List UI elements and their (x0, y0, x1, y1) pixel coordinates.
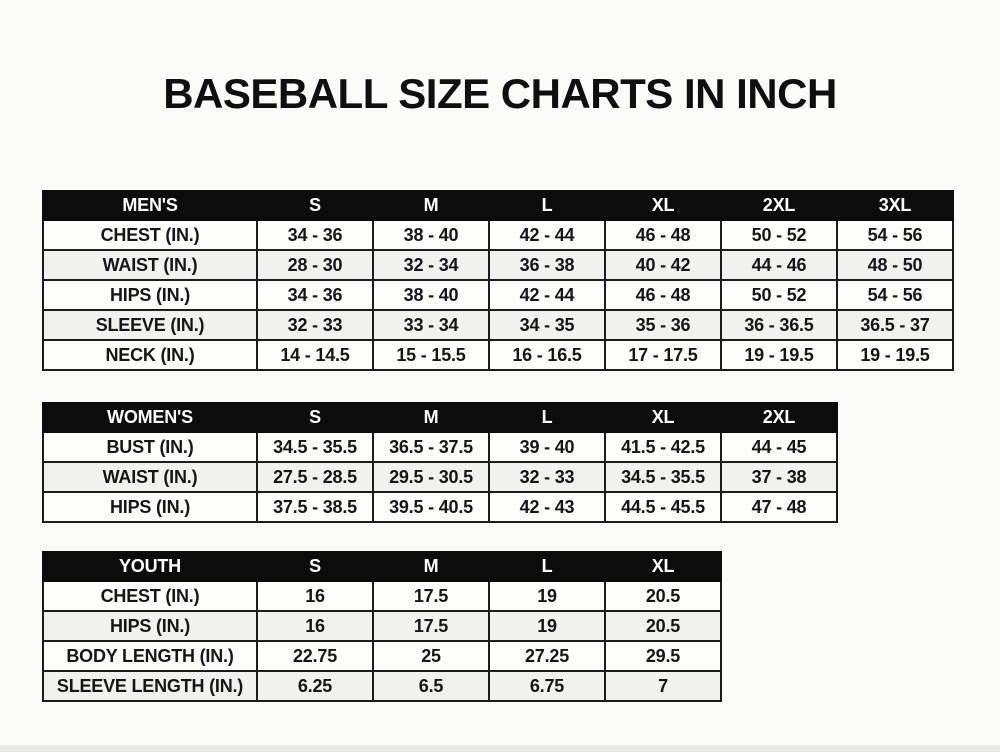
row-label-cell: HIPS (IN.) (43, 280, 257, 310)
value-cell: 19 (489, 581, 605, 611)
value-cell: 22.75 (257, 641, 373, 671)
table-row (43, 250, 953, 280)
table-row (43, 220, 953, 250)
value-cell: 36 - 38 (489, 250, 605, 280)
value-cell: 35 - 36 (605, 310, 721, 340)
value-cell: 20.5 (605, 611, 721, 641)
value-cell: 19 - 19.5 (837, 340, 953, 370)
value-cell: 20.5 (605, 581, 721, 611)
table-title-cell: YOUTH (43, 552, 257, 581)
table-row (43, 432, 837, 462)
size-table-mens (42, 190, 954, 371)
header-cell: 3XL (837, 191, 953, 220)
table-row (43, 671, 721, 701)
header-row (43, 552, 721, 581)
table-title-cell: MEN'S (43, 191, 257, 220)
value-cell: 34 - 35 (489, 310, 605, 340)
value-cell: 46 - 48 (605, 220, 721, 250)
row-label-cell: NECK (IN.) (43, 340, 257, 370)
value-cell: 32 - 34 (373, 250, 489, 280)
value-cell: 42 - 44 (489, 220, 605, 250)
table-row (43, 641, 721, 671)
value-cell: 34 - 36 (257, 220, 373, 250)
header-cell: S (257, 191, 373, 220)
row-label-cell: WAIST (IN.) (43, 250, 257, 280)
value-cell: 29.5 - 30.5 (373, 462, 489, 492)
header-cell: S (257, 403, 373, 432)
value-cell: 38 - 40 (373, 280, 489, 310)
value-cell: 17.5 (373, 581, 489, 611)
value-cell: 25 (373, 641, 489, 671)
value-cell: 34 - 36 (257, 280, 373, 310)
value-cell: 50 - 52 (721, 220, 837, 250)
value-cell: 50 - 52 (721, 280, 837, 310)
table-row (43, 581, 721, 611)
value-cell: 7 (605, 671, 721, 701)
header-cell: XL (605, 552, 721, 581)
value-cell: 6.5 (373, 671, 489, 701)
header-cell: 2XL (721, 403, 837, 432)
row-label-cell: BUST (IN.) (43, 432, 257, 462)
value-cell: 28 - 30 (257, 250, 373, 280)
value-cell: 40 - 42 (605, 250, 721, 280)
header-cell: M (373, 403, 489, 432)
value-cell: 42 - 43 (489, 492, 605, 522)
value-cell: 37 - 38 (721, 462, 837, 492)
table-row (43, 462, 837, 492)
value-cell: 19 (489, 611, 605, 641)
value-cell: 54 - 56 (837, 280, 953, 310)
value-cell: 48 - 50 (837, 250, 953, 280)
table-title-cell: WOMEN'S (43, 403, 257, 432)
page-title: BASEBALL SIZE CHARTS IN INCH (163, 70, 837, 117)
size-table-youth (42, 551, 722, 702)
table-row (43, 340, 953, 370)
row-label-cell: SLEEVE (IN.) (43, 310, 257, 340)
value-cell: 39 - 40 (489, 432, 605, 462)
value-cell: 44 - 45 (721, 432, 837, 462)
row-label-cell: BODY LENGTH (IN.) (43, 641, 257, 671)
value-cell: 36 - 36.5 (721, 310, 837, 340)
row-label-cell: SLEEVE LENGTH (IN.) (43, 671, 257, 701)
header-cell: S (257, 552, 373, 581)
value-cell: 32 - 33 (489, 462, 605, 492)
value-cell: 29.5 (605, 641, 721, 671)
header-cell: XL (605, 403, 721, 432)
value-cell: 38 - 40 (373, 220, 489, 250)
value-cell: 33 - 34 (373, 310, 489, 340)
value-cell: 15 - 15.5 (373, 340, 489, 370)
size-table-womens (42, 402, 838, 523)
value-cell: 41.5 - 42.5 (605, 432, 721, 462)
value-cell: 16 - 16.5 (489, 340, 605, 370)
value-cell: 17.5 (373, 611, 489, 641)
header-row (43, 191, 953, 220)
value-cell: 34.5 - 35.5 (605, 462, 721, 492)
value-cell: 44 - 46 (721, 250, 837, 280)
row-label-cell: WAIST (IN.) (43, 462, 257, 492)
value-cell: 46 - 48 (605, 280, 721, 310)
value-cell: 36.5 - 37 (837, 310, 953, 340)
value-cell: 27.5 - 28.5 (257, 462, 373, 492)
header-cell: XL (605, 191, 721, 220)
value-cell: 16 (257, 581, 373, 611)
value-cell: 14 - 14.5 (257, 340, 373, 370)
row-label-cell: HIPS (IN.) (43, 611, 257, 641)
value-cell: 16 (257, 611, 373, 641)
header-row (43, 403, 837, 432)
value-cell: 42 - 44 (489, 280, 605, 310)
table-row (43, 492, 837, 522)
value-cell: 19 - 19.5 (721, 340, 837, 370)
header-cell: L (489, 552, 605, 581)
value-cell: 27.25 (489, 641, 605, 671)
row-label-cell: CHEST (IN.) (43, 220, 257, 250)
header-cell: M (373, 552, 489, 581)
header-cell: 2XL (721, 191, 837, 220)
value-cell: 39.5 - 40.5 (373, 492, 489, 522)
value-cell: 17 - 17.5 (605, 340, 721, 370)
table-row (43, 310, 953, 340)
table-row (43, 611, 721, 641)
value-cell: 6.25 (257, 671, 373, 701)
header-cell: L (489, 191, 605, 220)
bottom-edge-shade (0, 745, 1000, 752)
value-cell: 36.5 - 37.5 (373, 432, 489, 462)
table-row (43, 280, 953, 310)
value-cell: 54 - 56 (837, 220, 953, 250)
row-label-cell: CHEST (IN.) (43, 581, 257, 611)
header-cell: M (373, 191, 489, 220)
value-cell: 34.5 - 35.5 (257, 432, 373, 462)
value-cell: 44.5 - 45.5 (605, 492, 721, 522)
value-cell: 37.5 - 38.5 (257, 492, 373, 522)
value-cell: 32 - 33 (257, 310, 373, 340)
row-label-cell: HIPS (IN.) (43, 492, 257, 522)
value-cell: 6.75 (489, 671, 605, 701)
value-cell: 47 - 48 (721, 492, 837, 522)
header-cell: L (489, 403, 605, 432)
